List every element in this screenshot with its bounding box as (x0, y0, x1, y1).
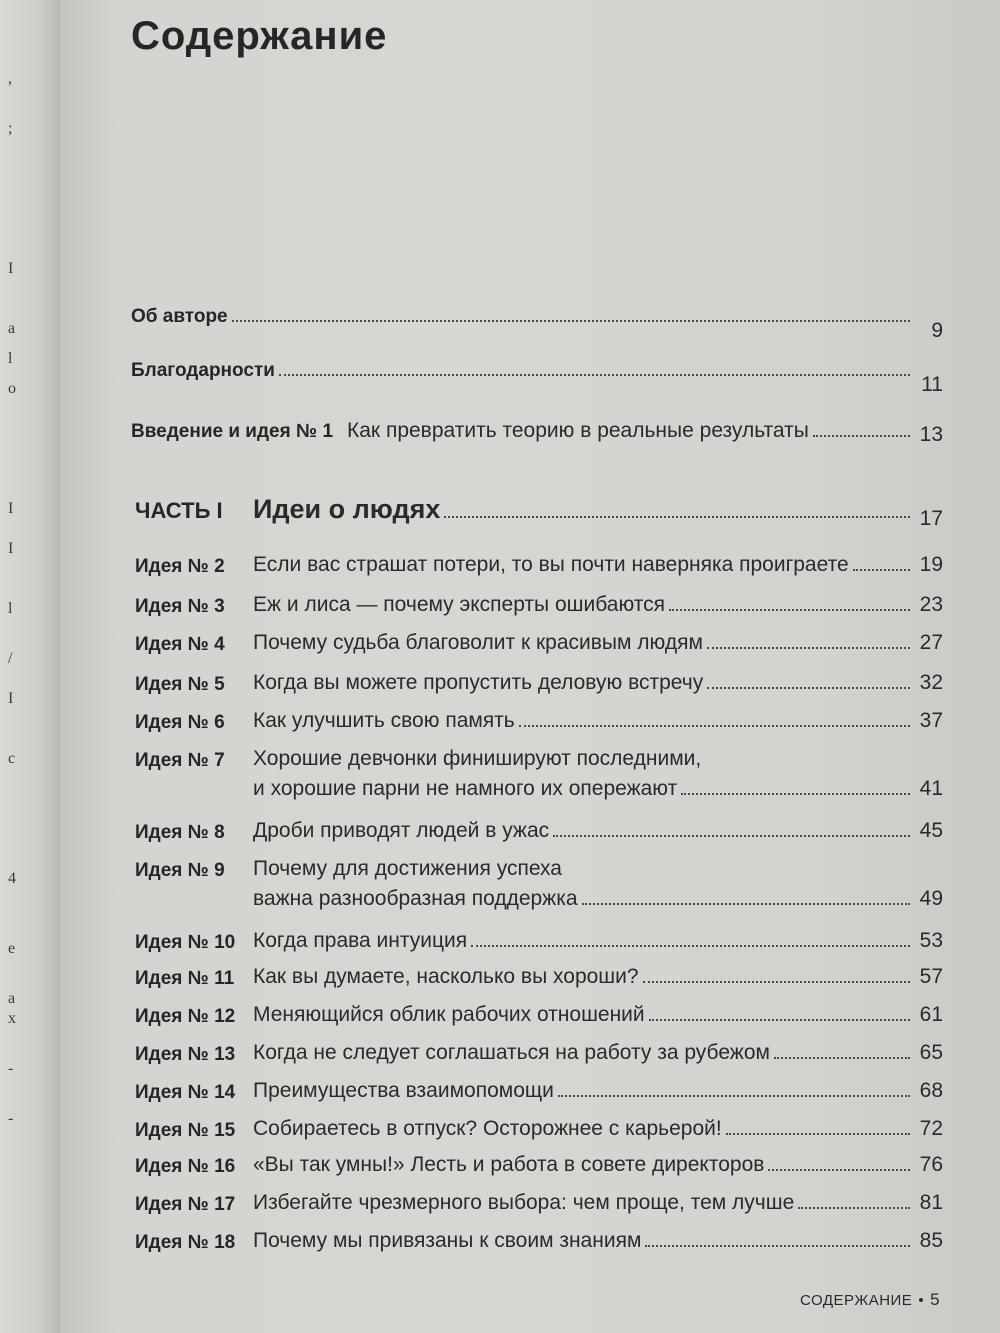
idea-label: Идея № 2 (135, 556, 225, 577)
leader-dots (553, 835, 910, 837)
page-title: Содержание (131, 14, 388, 58)
leader-dots (813, 435, 910, 437)
idea-title-line: Когда права интуиция (253, 929, 468, 952)
leader-dots (768, 1169, 910, 1171)
idea-label: Идея № 7 (135, 750, 225, 771)
toc-page-number: 85 (919, 1229, 943, 1252)
leader-dots (726, 1133, 910, 1135)
leader-dots (232, 320, 910, 322)
part-label: ЧАСТЬ I (135, 498, 223, 523)
idea-title-line: Хорошие девчонки финишируют последними, (253, 747, 702, 770)
toc-page-number: 72 (919, 1117, 943, 1140)
leader-dots (643, 981, 910, 983)
idea-title-line: Почему судьба благоволит к красивым людям (253, 631, 703, 654)
toc-page-number: 23 (919, 593, 943, 616)
leader-dots (558, 1095, 910, 1097)
leader-dots (582, 903, 910, 905)
leader-dots (649, 1019, 910, 1021)
idea-label: Идея № 5 (135, 674, 225, 695)
toc-page-number: 45 (919, 819, 943, 842)
idea-title-line: Меняющийся облик рабочих отношений (253, 1003, 645, 1026)
leader-dots (774, 1057, 910, 1059)
idea-title-line: Собираетесь в отпуск? Осторожнее с карьерой! (253, 1117, 722, 1140)
toc-page-number: 9 (931, 319, 943, 342)
toc-page-number: 41 (919, 777, 943, 800)
toc-page-number: 17 (919, 507, 943, 530)
facing-page-text-fragments: , ; I a l o I I l / I c 4 e a x - - (8, 70, 16, 1127)
idea-title-line: Как улучшить свою память (253, 709, 515, 732)
toc-page-number: 76 (919, 1153, 943, 1176)
idea-title-line: Почему для достижения успеха (253, 857, 562, 880)
idea-label: Идея № 16 (135, 1156, 236, 1177)
running-footer (800, 1290, 940, 1310)
leader-dots (279, 374, 910, 376)
idea-title-line: Как вы думаете, насколько вы хороши? (253, 965, 639, 988)
toc-page-number: 27 (919, 631, 943, 654)
toc-page-number: 37 (919, 709, 943, 732)
toc-page-number: 68 (919, 1079, 943, 1102)
idea-label: Идея № 11 (135, 968, 235, 989)
toc-entry-title: Как превратить теорию в реальные результаты (347, 419, 809, 442)
toc-page-number: 49 (919, 887, 943, 910)
footer-page-number: 5 (930, 1290, 941, 1309)
toc-page-number: 13 (919, 423, 943, 446)
toc-entry-label: Введение и идея № 1 (131, 421, 334, 442)
toc-page-number: 19 (919, 553, 943, 576)
idea-label: Идея № 4 (135, 634, 225, 655)
leader-dots (798, 1207, 910, 1209)
leader-dots (681, 793, 910, 795)
idea-title-line: важна разнообразная поддержка (253, 887, 578, 910)
idea-title-line: и хорошие парни не намного их опережают (253, 777, 678, 800)
idea-label: Идея № 17 (135, 1194, 236, 1215)
idea-label: Идея № 18 (135, 1232, 236, 1253)
toc-entry-label: Об авторе (131, 306, 228, 327)
leader-dots (707, 647, 910, 649)
idea-label: Идея № 15 (135, 1120, 236, 1141)
idea-title-line: «Вы так умны!» Лесть и работа в совете директоров (253, 1153, 765, 1176)
leader-dots (645, 1245, 910, 1247)
idea-title-line: Когда не следует соглашаться на работу за рубежом (253, 1041, 770, 1064)
idea-label: Идея № 12 (135, 1006, 236, 1027)
idea-title-line: Дроби приводят людей в ужас (253, 819, 550, 842)
idea-label: Идея № 9 (135, 860, 225, 881)
toc-page-number: 11 (921, 373, 943, 396)
idea-title-line: Преимущества взаимопомощи (253, 1079, 554, 1102)
idea-title-line: Почему мы привязаны к своим знаниям (253, 1229, 642, 1252)
idea-title-line: Когда вы можете пропустить деловую встречу (253, 671, 704, 694)
idea-title-line: Еж и лиса — почему эксперты ошибаются (253, 593, 665, 616)
leader-dots (669, 609, 910, 611)
idea-label: Идея № 14 (135, 1082, 236, 1103)
leader-dots (707, 687, 910, 689)
leader-dots (471, 945, 910, 947)
idea-title-line: Избегайте чрезмерного выбора: чем проще, тем лучше (253, 1191, 795, 1214)
leader-dots (519, 725, 910, 727)
idea-label: Идея № 13 (135, 1044, 236, 1065)
leader-dots (444, 516, 910, 518)
toc-page-number: 32 (919, 671, 943, 694)
idea-label: Идея № 10 (135, 932, 236, 953)
toc-entry-label: Благодарности (131, 360, 275, 381)
part-title: Идеи о людях (253, 494, 441, 524)
leader-dots (853, 569, 910, 571)
toc-page-number: 81 (919, 1191, 943, 1214)
toc-page-number: 57 (919, 965, 943, 988)
idea-title-line: Если вас страшат потери, то вы почти наверняка проиграете (253, 553, 849, 576)
facing-page-edge (0, 0, 60, 1333)
idea-label: Идея № 6 (135, 712, 225, 733)
idea-label: Идея № 8 (135, 822, 225, 843)
footer-section-name: СОДЕРЖАНИЕ (800, 1292, 913, 1309)
toc-page-number: 61 (919, 1003, 943, 1026)
footer-bullet: • (918, 1292, 925, 1309)
toc-page-number: 53 (919, 929, 943, 952)
idea-label: Идея № 3 (135, 596, 225, 617)
toc-page-number: 65 (919, 1041, 943, 1064)
